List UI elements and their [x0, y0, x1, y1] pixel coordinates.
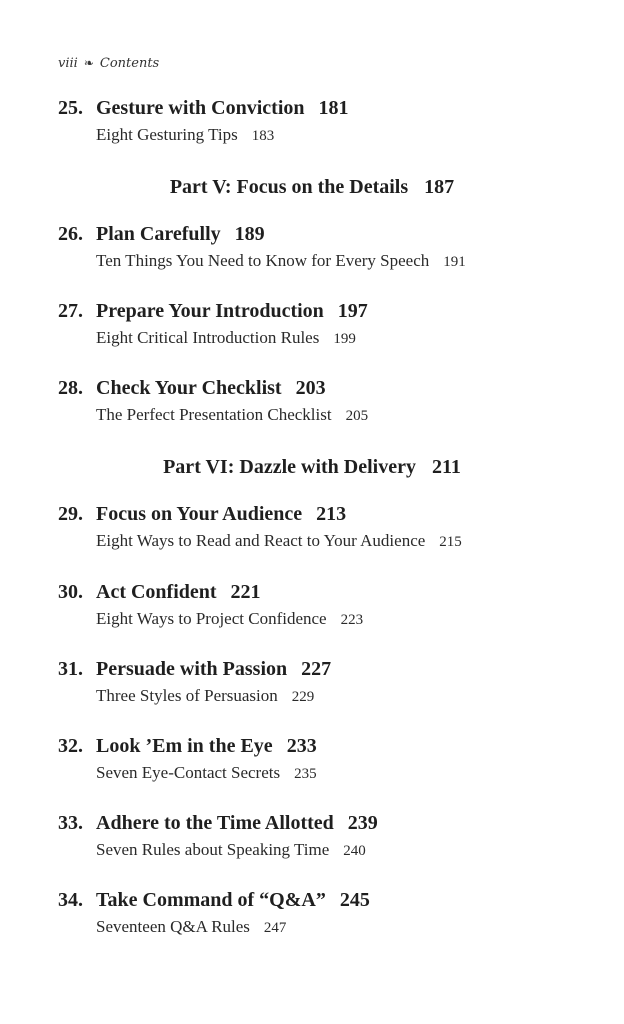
chapter-title [58, 502, 462, 526]
chapter-title-text: Focus on Your Audience [96, 503, 303, 525]
chapter-title [58, 811, 378, 835]
chapter-number: 33. [58, 812, 83, 834]
toc-part-5 [0, 175, 624, 199]
subsection-page-number: 191 [443, 254, 466, 270]
chapter-title [58, 376, 368, 400]
subsection-title: Eight Critical Introduction Rules [96, 328, 320, 347]
chapter-title [58, 888, 370, 912]
subsection-page-number: 215 [439, 534, 462, 550]
subsection-title: Seventeen Q&A Rules [96, 917, 250, 936]
chapter-subsection [96, 686, 331, 707]
chapter-title-text: Gesture with Conviction [96, 97, 305, 119]
toc-chapter-29 [58, 502, 462, 552]
chapter-page-number: 239 [347, 812, 378, 834]
subsection-title: Ten Things You Need to Know for Every Speech [96, 251, 430, 270]
toc-chapter-34 [58, 888, 370, 938]
toc-chapter-32 [58, 734, 317, 784]
chapter-title [58, 96, 349, 120]
chapter-subsection [96, 840, 378, 861]
toc-chapter-26 [58, 222, 466, 272]
chapter-title-text: Persuade with Passion [96, 658, 288, 680]
chapter-page-number: 203 [295, 377, 326, 399]
chapter-title-text: Plan Carefully [96, 223, 221, 245]
subsection-title: The Perfect Presentation Checklist [96, 405, 332, 424]
subsection-title: Eight Ways to Read and React to Your Audience [96, 531, 426, 550]
chapter-title-text: Adhere to the Time Allotted [96, 812, 334, 834]
chapter-number: 25. [58, 97, 83, 119]
subsection-page-number: 235 [294, 766, 317, 782]
subsection-page-number: 205 [345, 408, 369, 424]
chapter-subsection [96, 125, 349, 146]
chapter-number: 30. [58, 581, 83, 603]
toc-chapter-33 [58, 811, 378, 861]
chapter-title-text: Check Your Checklist [96, 377, 282, 399]
chapter-page-number: 227 [301, 658, 332, 680]
toc-chapter-25 [58, 96, 349, 146]
section-name: Contents [99, 56, 160, 71]
toc-part-6 [0, 455, 624, 479]
chapter-title-text: Act Confident [96, 581, 217, 603]
part-title: Part V: Focus on the Details [169, 176, 409, 198]
part-title: Part VI: Dazzle with Delivery [163, 456, 416, 478]
toc-chapter-31 [58, 657, 331, 707]
chapter-subsection [96, 328, 368, 349]
chapter-title [58, 222, 466, 246]
subsection-title: Seven Eye-Contact Secrets [96, 763, 281, 782]
chapter-title [58, 299, 368, 323]
fleuron-icon: ❧ [83, 56, 94, 70]
subsection-page-number: 183 [251, 128, 275, 144]
chapter-number: 31. [58, 658, 83, 680]
chapter-subsection [96, 531, 462, 552]
subsection-page-number: 240 [343, 843, 366, 859]
subsection-title: Eight Gesturing Tips [96, 125, 238, 144]
running-head [58, 56, 159, 71]
chapter-number: 32. [58, 735, 83, 757]
chapter-page-number: 197 [337, 300, 368, 322]
chapter-page-number: 221 [230, 581, 261, 603]
chapter-number: 29. [58, 503, 83, 525]
chapter-subsection [96, 405, 368, 426]
chapter-title-text: Prepare Your Introduction [96, 300, 324, 322]
toc-chapter-30 [58, 580, 363, 630]
chapter-title [58, 734, 317, 758]
subsection-page-number: 229 [291, 689, 315, 705]
toc-chapter-28 [58, 376, 368, 426]
chapter-page-number: 181 [318, 97, 349, 119]
chapter-page-number: 245 [339, 889, 370, 911]
part-page-number: 187 [424, 176, 455, 198]
chapter-number: 26. [58, 223, 83, 245]
chapter-page-number: 233 [286, 735, 317, 757]
chapter-title-text: Take Command of “Q&A” [96, 889, 326, 911]
subsection-page-number: 247 [263, 920, 287, 936]
chapter-title-text: Look ’Em in the Eye [96, 735, 273, 757]
chapter-page-number: 189 [234, 223, 265, 245]
chapter-title [58, 657, 331, 681]
subsection-title: Seven Rules about Speaking Time [96, 840, 330, 859]
chapter-number: 27. [58, 300, 83, 322]
chapter-title [58, 580, 363, 604]
part-page-number: 211 [431, 456, 461, 478]
chapter-page-number: 213 [316, 503, 347, 525]
chapter-subsection [96, 917, 370, 938]
chapter-subsection [96, 609, 363, 630]
subsection-title: Eight Ways to Project Confidence [96, 609, 327, 628]
subsection-page-number: 199 [333, 331, 356, 347]
subsection-page-number: 223 [340, 612, 364, 628]
chapter-subsection [96, 763, 317, 784]
folio: viii [58, 56, 78, 71]
chapter-number: 34. [58, 889, 83, 911]
toc-chapter-27 [58, 299, 368, 349]
chapter-subsection [96, 251, 466, 272]
chapter-number: 28. [58, 377, 83, 399]
subsection-title: Three Styles of Persuasion [96, 686, 278, 705]
